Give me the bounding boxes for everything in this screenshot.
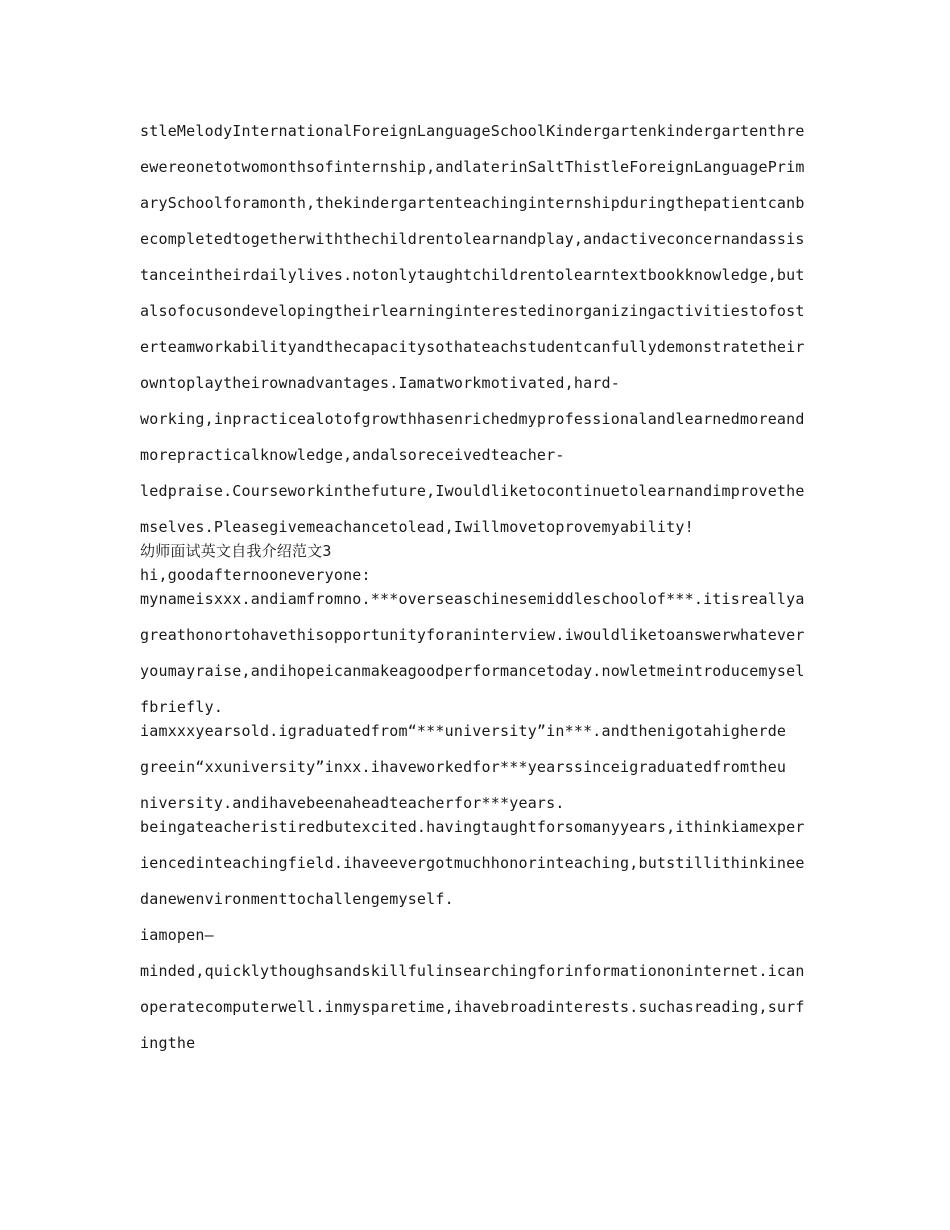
- text-line: iamxxxyearsold.igraduatedfrom“***university”in***.andthenigotahigherde: [140, 722, 787, 740]
- text-line: beingateacheristiredbutexcited.havingtaughtforsomanyyears,ithinkiamexper: [140, 818, 805, 836]
- text-line: tanceintheirdailylives.notonlytaughtchildrentolearntextbookknowledge,but: [140, 266, 805, 284]
- text-line: morepracticalknowledge,andalsoreceivedteacher-: [140, 446, 565, 464]
- text-line: mynameisxxx.andiamfromno.***overseaschinesemiddleschoolof***.itisreallya: [140, 590, 805, 608]
- text-line: iencedinteachingfield.ihaveevergotmuchhonorinteaching,butstillithinkinee: [140, 854, 805, 872]
- text-line: arySchoolforamonth,thekindergartenteachinginternshipduringthepatientcanb: [140, 194, 805, 212]
- text-line: operatecomputerwell.inmysparetime,ihavebroadinterests.suchasreading,surf: [140, 998, 805, 1016]
- text-line: owntoplaytheirownadvantages.Iamatworkmotivated,hard-: [140, 374, 620, 392]
- text-line: ingthe: [140, 1034, 196, 1052]
- text-line: mselves.Pleasegivemeachancetolead,Iwillmovetoprovemyability!: [140, 518, 694, 536]
- text-line: hi,goodafternooneveryone:: [140, 566, 371, 584]
- text-line: greathonortohavethisopportunityforaninterview.iwouldliketoanswerwhatever: [140, 626, 805, 644]
- document-body: [140, 118, 812, 1066]
- text-line: erteamworkabilityandthecapacitysothateachstudentcanfullydemonstratetheir: [140, 338, 805, 356]
- text-line: niversity.andihavebeenaheadteacherfor***years.: [140, 794, 565, 812]
- text-line: greein“xxuniversity”inxx.ihaveworkedfor***yearssinceigraduatedfromtheu: [140, 758, 787, 776]
- text-line: ecompletedtogetherwiththechildrentolearnandplay,andactiveconcernandassis: [140, 230, 805, 248]
- text-line: youmayraise,andihopeicanmakeagoodperformancetoday.nowletmeintroducemysel: [140, 662, 805, 680]
- text-line: ewereonetotwomonthsofinternship,andlaterinSaltThistleForeignLanguagePrim: [140, 158, 805, 176]
- text-line: iamopen—: [140, 926, 214, 944]
- text-line: danewenvironmenttochallengemyself.: [140, 890, 454, 908]
- text-line: fbriefly.: [140, 698, 224, 716]
- text-line: alsofocusondevelopingtheirlearninginterestedinorganizingactivitiestofost: [140, 302, 805, 320]
- text-line: working,inpracticealotofgrowthhasenrichedmyprofessionalandlearnedmoreand: [140, 410, 805, 428]
- section-heading: 幼师面试英文自我介绍范文3: [140, 542, 332, 560]
- text-line: stleMelodyInternationalForeignLanguageSchoolKindergartenkindergartenthre: [140, 122, 805, 140]
- text-line: ledpraise.Courseworkinthefuture,Iwouldliketocontinuetolearnandimprovethe: [140, 482, 805, 500]
- text-line: minded,quicklythoughsandskillfulinsearchingforinformationoninternet.ican: [140, 962, 805, 980]
